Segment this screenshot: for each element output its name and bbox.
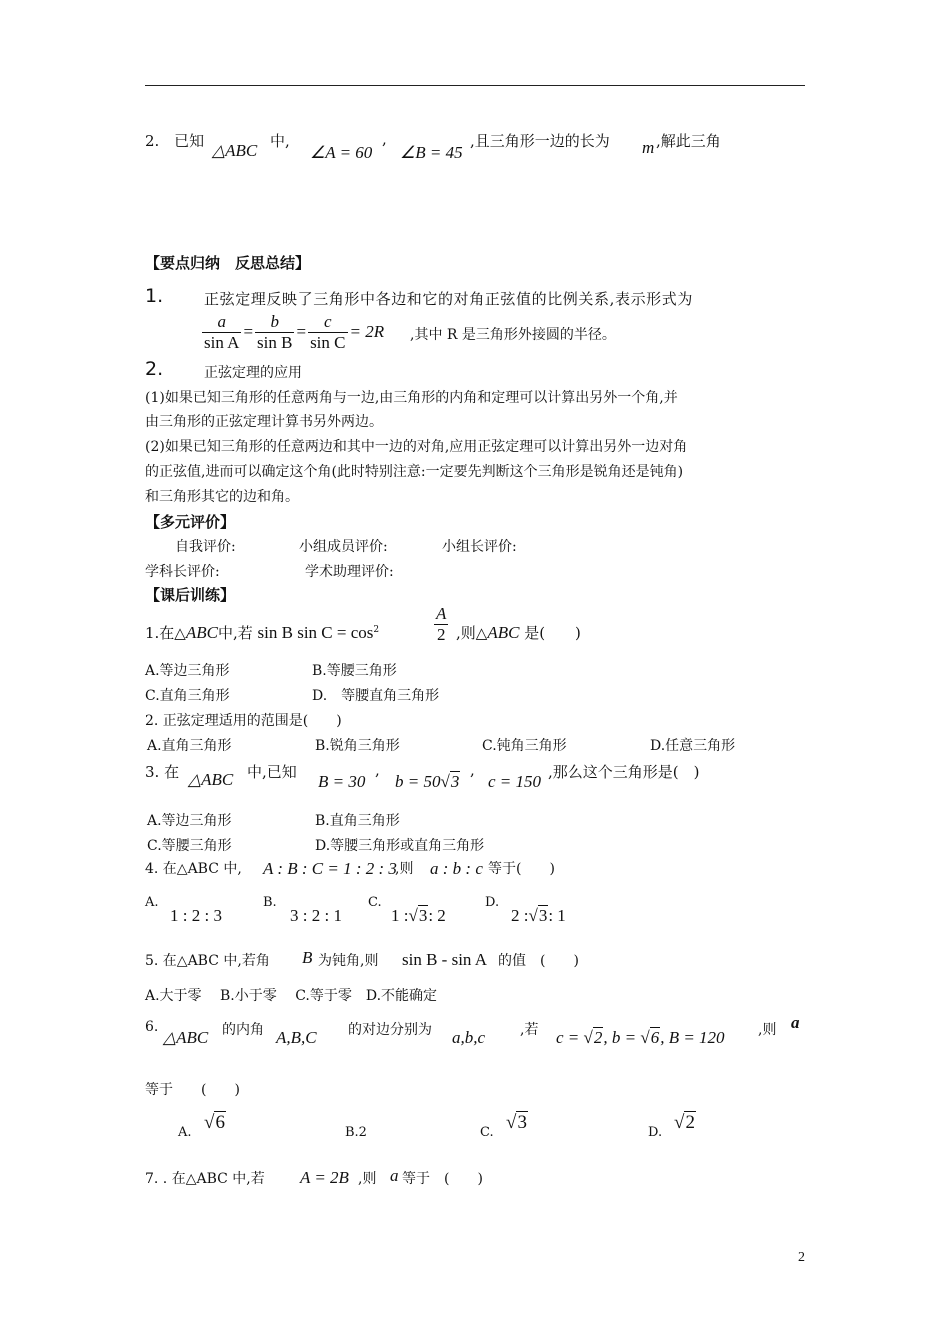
- summary-1-tail: ,其中 R 是三角形外接圆的半径。: [410, 327, 616, 343]
- top-problem-post: ,且三角形一边的长为: [470, 132, 610, 150]
- sine-law-formula: $\frac{a}{\text{sin A}}$ = $\frac{b}{\text{sin B}}$ = $\frac{c}{\text{sin C}}$ = 2R: [204, 312, 385, 352]
- q6-option-a[interactable]: A.: [178, 1125, 192, 1140]
- q3-triangle: △ABC: [188, 770, 234, 789]
- eval-subject: 学科长评价:: [145, 564, 220, 580]
- top-problem-end: ,解此三角: [656, 132, 721, 150]
- q3-option-b[interactable]: B.直角三角形: [315, 813, 400, 829]
- q6-option-c-value: √3: [506, 1112, 527, 1133]
- eval-group: 小组成员评价:: [299, 539, 388, 555]
- q4-option-d-value: 2 :√3: 1: [511, 906, 566, 925]
- q4-mid: ,则: [395, 861, 414, 877]
- top-problem: [145, 130, 204, 151]
- q4-option-a-label[interactable]: A.: [145, 895, 159, 910]
- top-problem-triangle: △ABC: [212, 141, 258, 160]
- q7-a: a: [390, 1166, 399, 1185]
- section-training-heading: 【课后训练】: [145, 586, 236, 604]
- section-eval-heading: 【多元评价】: [145, 513, 236, 531]
- q2-stem: 2. 正弦定理适用的范围是( ): [145, 713, 342, 729]
- q4-option-a-value: 1 : 2 : 3: [170, 906, 222, 925]
- summary-2-p2b: 的正弦值,进而可以确定这个角(此时特别注意:一定要先判断这个三角形是锐角还是钝角): [145, 464, 684, 480]
- fraction-a: $\frac{a}{\text{sin A}}$: [204, 312, 240, 352]
- q6-t4: ,则: [758, 1022, 777, 1038]
- top-problem-pre: 已知: [174, 132, 205, 150]
- fraction-b: $\frac{b}{\text{sin B}}$: [257, 312, 293, 352]
- q6-num: 6.: [145, 1019, 159, 1035]
- q4-option-b-label[interactable]: B.: [263, 895, 277, 910]
- eval-assistant: 学术助理评价:: [305, 564, 394, 580]
- q6-t3: ,若: [520, 1022, 539, 1038]
- q3-option-c[interactable]: C.等腰三角形: [147, 838, 232, 854]
- q1-option-c[interactable]: C.直角三角形: [145, 688, 230, 704]
- top-problem-comma: ,: [382, 130, 387, 148]
- fraction-c: $\frac{c}{\text{sin C}}$: [310, 312, 346, 352]
- summary-2-p1b: 由三角形的正弦定理计算书另外两边。: [145, 414, 383, 430]
- q1-option-a[interactable]: A.等边三角形: [145, 663, 230, 679]
- summary-2-p2a: (2)如果已知三角形的任意两边和其中一边的对角,应用正弦定理可以计算出另外一边对角: [145, 439, 688, 455]
- summary-2-p1a: (1)如果已知三角形的任意两角与一边,由三角形的内角和定理可以计算出另外一个角,并: [145, 390, 678, 406]
- q5-end: 的值 ( ): [498, 953, 579, 969]
- q6-given-values: c = √2, b = √6, B = 120: [556, 1028, 725, 1047]
- summary-1-num: 1.: [145, 285, 164, 307]
- q3-angle-b: B = 30: [318, 772, 366, 791]
- q5-options[interactable]: A.大于零 B.小于零 C.等于零 D.不能确定: [145, 988, 438, 1004]
- q6-option-c[interactable]: C.: [480, 1125, 494, 1140]
- eval-leader: 小组长评价:: [442, 539, 517, 555]
- summary-2-num: 2.: [145, 358, 164, 380]
- q3-side-b: b = 50√3: [395, 772, 460, 791]
- top-problem-num: 2.: [145, 132, 160, 150]
- q5-pre: 5. 在△ABC 中,若角: [145, 953, 270, 969]
- q6-sides: a,b,c: [452, 1028, 486, 1047]
- q6-option-d-value: √2: [674, 1112, 695, 1133]
- page-number: 2: [798, 1250, 805, 1265]
- q1-tail: ,则△ABC 是( ): [456, 623, 581, 642]
- q7-pre: 7. . 在△ABC 中,若: [145, 1171, 265, 1187]
- top-problem-m: m: [642, 138, 655, 157]
- summary-2-p2c: 和三角形其它的边和角。: [145, 489, 299, 505]
- summary-1-text: 正弦定理反映了三角形中各边和它的对角正弦值的比例关系,表示形式为: [204, 290, 693, 308]
- q2-option-a[interactable]: A.直角三角形: [147, 738, 232, 754]
- summary-2-title: 正弦定理的应用: [204, 365, 302, 381]
- q3-end: ,那么这个三角形是( ): [548, 763, 700, 781]
- q1-fraction: $\frac{A}{2}$: [436, 604, 447, 644]
- q6-triangle: △ABC: [163, 1028, 209, 1047]
- top-problem-zhong: 中,: [270, 132, 290, 150]
- q7-mid: ,则: [358, 1171, 377, 1187]
- eval-self: 自我评价:: [175, 539, 236, 555]
- q6-t2: 的对边分别为: [348, 1022, 432, 1038]
- q6-line2: 等于 ( ): [145, 1082, 240, 1098]
- q3-option-a[interactable]: A.等边三角形: [147, 813, 232, 829]
- q3-side-c: c = 150: [488, 772, 542, 791]
- q4-option-b-value: 3 : 2 : 1: [290, 906, 342, 925]
- q4-option-d-label[interactable]: D.: [485, 895, 500, 910]
- q4-angle-ratio: A : B : C = 1 : 2 : 3: [263, 859, 397, 878]
- q5-expression: sin B - sin A: [402, 950, 488, 969]
- q4-option-c-value: 1 :√3: 2: [391, 906, 446, 925]
- q1-option-b[interactable]: B.等腰三角形: [312, 663, 397, 679]
- q6-option-b[interactable]: B.2: [345, 1125, 367, 1140]
- q4-pre: 4. 在△ABC 中,: [145, 861, 242, 877]
- q3-pre: 3. 在: [145, 763, 180, 781]
- q7-end: 等于 ( ): [402, 1171, 483, 1187]
- q5-angle-b: B: [302, 948, 313, 967]
- q4-end: 等于( ): [488, 861, 555, 877]
- header-rule: [145, 85, 805, 86]
- q7-expression: A = 2B: [300, 1168, 349, 1187]
- q4-option-c-label[interactable]: C.: [368, 895, 382, 910]
- q3-mid: 中,已知: [247, 763, 297, 781]
- q2-option-b[interactable]: B.锐角三角形: [315, 738, 400, 754]
- q6-option-d[interactable]: D.: [648, 1125, 663, 1140]
- q3-sep-2: ,: [470, 761, 475, 779]
- q6-angles: A,B,C: [276, 1028, 317, 1047]
- q3-sep-1: ,: [375, 761, 380, 779]
- q1-option-d[interactable]: D. 等腰直角三角形: [312, 688, 440, 704]
- q6-option-a-value: √6: [204, 1112, 225, 1133]
- top-problem-angle-a: ∠A = 60: [310, 143, 373, 162]
- q3-option-d[interactable]: D.等腰三角形或直角三角形: [315, 838, 485, 854]
- q4-side-ratio: a : b : c: [430, 859, 483, 878]
- q1-expression: sin B sin C = cos: [257, 623, 374, 642]
- q1-stem: 1.在△ABC中,若 sin B $\sin C = \cos^2$: [145, 623, 380, 642]
- q5-mid: 为钝角,则: [318, 953, 379, 969]
- q6-t1: 的内角: [222, 1022, 264, 1038]
- top-problem-angle-b: ∠B = 45: [400, 143, 463, 162]
- q6-a: a: [791, 1013, 800, 1032]
- q2-option-c[interactable]: C.钝角三角形: [482, 738, 567, 754]
- q2-option-d[interactable]: D.任意三角形: [650, 738, 736, 754]
- section-summary-heading: 【要点归纳 反思总结】: [145, 254, 311, 272]
